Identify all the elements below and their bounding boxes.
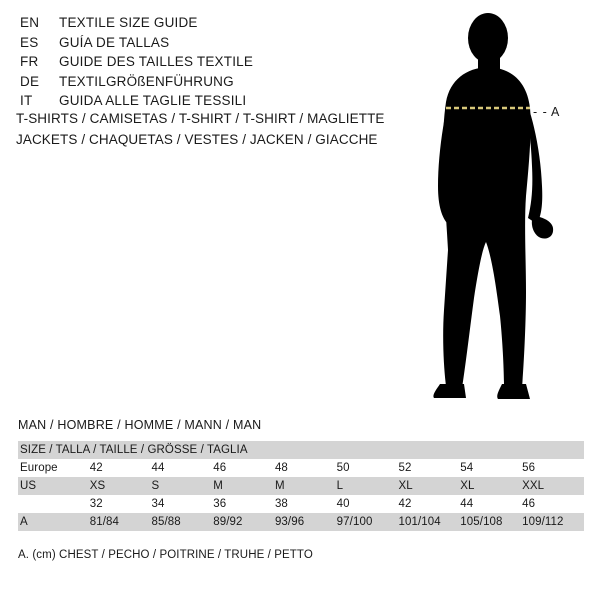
category-tshirts: T-SHIRTS / CAMISETAS / T-SHIRT / T-SHIRT / MAGLIETTE — [16, 111, 385, 126]
cell-value: XL — [460, 477, 522, 495]
cell-value: L — [337, 477, 399, 495]
cell-value: 32 — [90, 495, 152, 513]
cell-value: 38 — [275, 495, 337, 513]
row-label: US — [18, 477, 90, 495]
cell-value: 48 — [275, 459, 337, 477]
table-row — [18, 477, 584, 495]
category-jackets: JACKETS / CHAQUETAS / VESTES / JACKEN / GIACCHE — [16, 132, 378, 147]
size-table — [18, 441, 584, 531]
table-section-title: MAN / HOMBRE / HOMME / MANN / MAN — [18, 418, 262, 432]
table-header-label: SIZE / TALLA / TAILLE / GRÖSSE / TAGLIA — [18, 441, 584, 459]
cell-value: 97/100 — [337, 513, 399, 531]
table-row — [18, 495, 584, 513]
male-silhouette-figure — [400, 10, 600, 400]
language-row — [20, 93, 400, 113]
language-code: FR — [20, 54, 39, 69]
cell-value: 93/96 — [275, 513, 337, 531]
language-code: ES — [20, 34, 39, 50]
cell-value: 109/112 — [522, 513, 584, 531]
language-row — [20, 35, 400, 55]
cell-value: S — [151, 477, 213, 495]
cell-value: 42 — [398, 495, 460, 513]
language-title: GUIDA ALLE TAGLIE TESSILI — [59, 93, 247, 108]
cell-value: 50 — [337, 459, 399, 477]
language-title-list — [20, 15, 400, 113]
silhouette-svg — [400, 10, 600, 405]
cell-value: M — [275, 477, 337, 495]
cell-value: 40 — [337, 495, 399, 513]
table-row — [18, 459, 584, 477]
language-row — [20, 15, 400, 35]
cell-value: M — [213, 477, 275, 495]
language-title: GUIDE DES TAILLES TEXTILE — [59, 54, 254, 69]
cell-value: 52 — [398, 459, 460, 477]
cell-value: 54 — [460, 459, 522, 477]
table-row — [18, 513, 584, 531]
cell-value: 81/84 — [90, 513, 152, 531]
cell-value: XXL — [522, 477, 584, 495]
cell-value: 44 — [460, 495, 522, 513]
row-label: Europe — [18, 459, 90, 477]
language-title: GUÍA DE TALLAS — [59, 34, 170, 50]
callout-label-a: A — [551, 105, 560, 119]
cell-value: XS — [90, 477, 152, 495]
cell-value: XL — [398, 477, 460, 495]
row-label: A — [18, 513, 90, 531]
language-code: IT — [20, 93, 33, 108]
cell-value: 46 — [213, 459, 275, 477]
cell-value: 56 — [522, 459, 584, 477]
cell-value: 105/108 — [460, 513, 522, 531]
table-header-row — [18, 441, 584, 459]
cell-value: 85/88 — [151, 513, 213, 531]
cell-value: 44 — [151, 459, 213, 477]
language-code: EN — [20, 15, 40, 30]
language-row — [20, 54, 400, 74]
language-row — [20, 74, 400, 94]
category-list — [16, 111, 385, 153]
callout-dash-line: - - — [533, 105, 548, 119]
cell-value: 36 — [213, 495, 275, 513]
row-label — [18, 495, 90, 513]
language-title: TEXTILE SIZE GUIDE — [59, 15, 198, 30]
cell-value: 46 — [522, 495, 584, 513]
cell-value: 34 — [151, 495, 213, 513]
cell-value: 42 — [90, 459, 152, 477]
cell-value: 89/92 — [213, 513, 275, 531]
language-code: DE — [20, 73, 40, 89]
cell-value: 101/104 — [398, 513, 460, 531]
language-title: TEXTILGRÖßENFÜHRUNG — [59, 73, 234, 89]
table-footnote: A. (cm) CHEST / PECHO / POITRINE / TRUHE / PETTO — [18, 549, 313, 561]
